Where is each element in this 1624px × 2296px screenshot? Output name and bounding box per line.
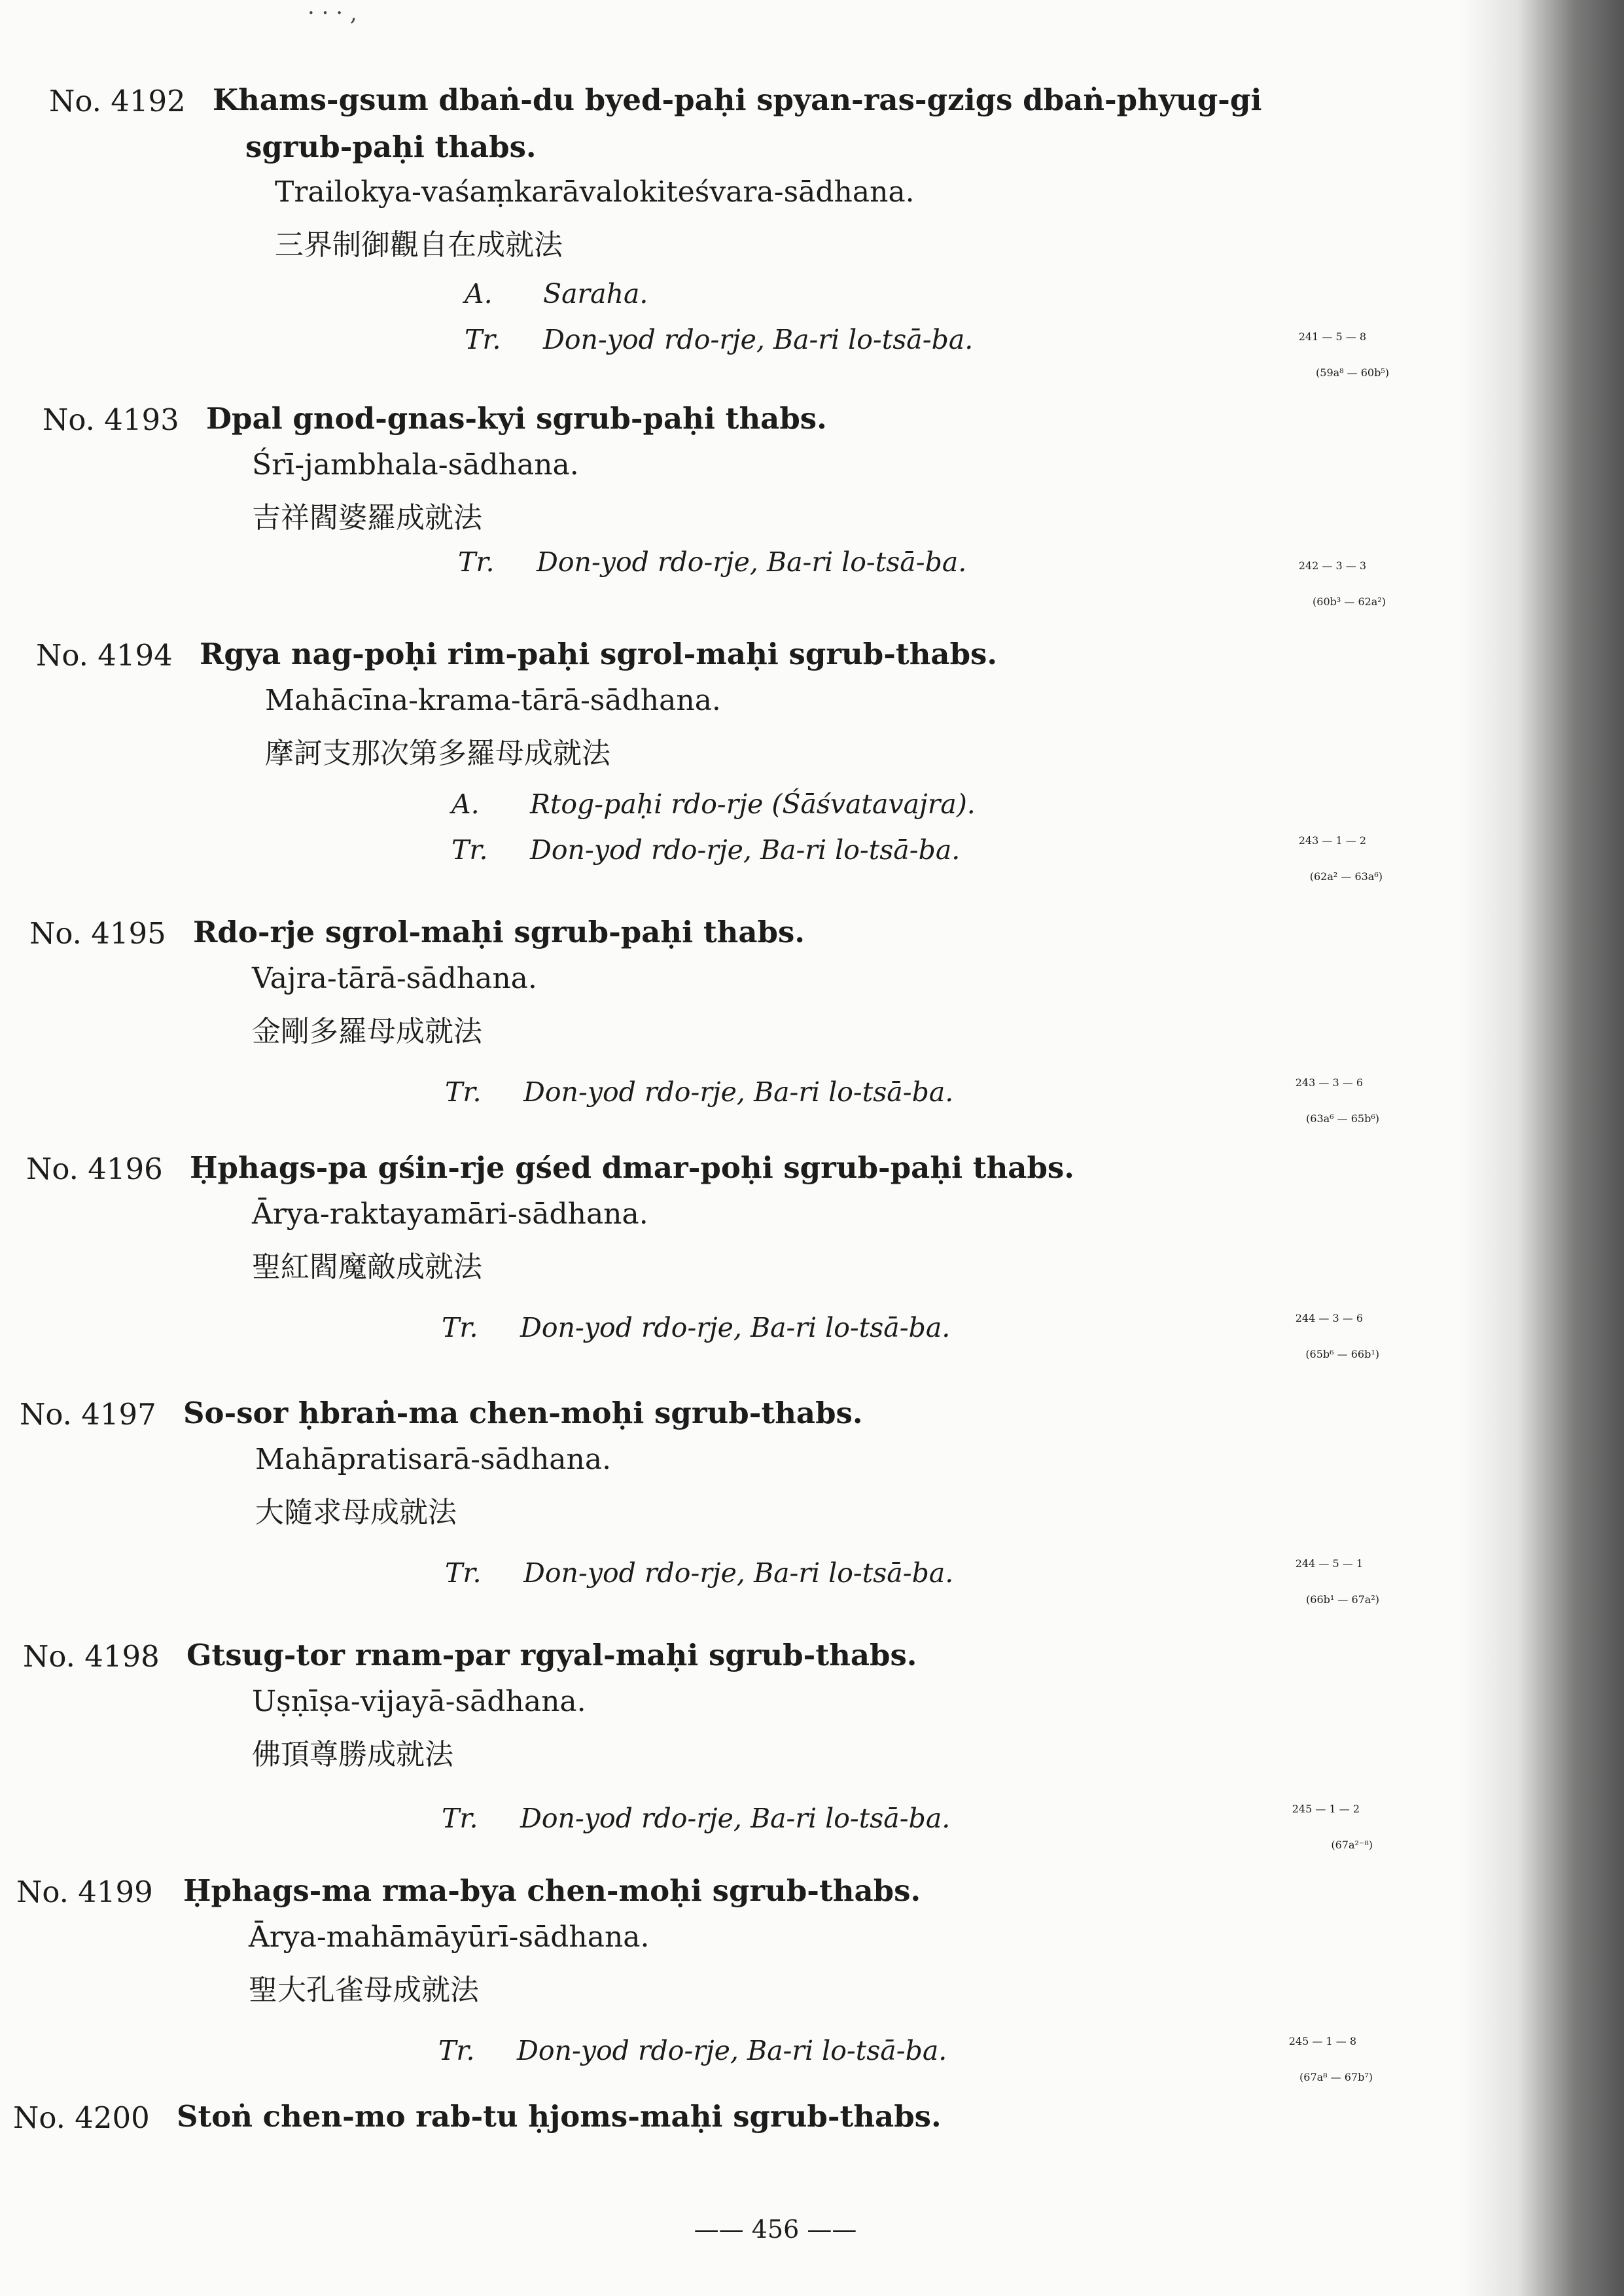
attribution-role: Tr. xyxy=(465,324,501,355)
chinese-title: 聖紅閻魔敵成就法 xyxy=(252,1250,482,1284)
attribution-line xyxy=(438,2035,947,2066)
attribution-name: Don-yod rdo-rje, Ba-ri lo-tsā-ba. xyxy=(523,1076,954,1108)
tibetan-title: Gtsug-tor rnam-par rgyal-maḥi sgrub-thabs. xyxy=(186,1638,917,1672)
sanskrit-title: Mahāpratisarā-sādhana. xyxy=(255,1443,612,1476)
volume-reference: 245 — 1 — 8 xyxy=(1288,2035,1356,2047)
attribution-role: Tr. xyxy=(445,1557,482,1589)
page-edge-shadow xyxy=(1460,0,1624,2296)
folio-range: (62a² — 63a⁶) xyxy=(1309,870,1383,883)
attribution-line xyxy=(445,1557,953,1589)
entry-number: No. 4197 xyxy=(20,1397,156,1432)
folio-range: (59a⁸ — 60b⁵) xyxy=(1316,366,1389,379)
chinese-title: 金剛多羅母成就法 xyxy=(252,1015,482,1048)
tibetan-title: Ḥphags-ma rma-bya chen-moḥi sgrub-thabs. xyxy=(183,1873,921,1908)
attribution-role: A. xyxy=(465,278,493,309)
chinese-title: 聖大孔雀母成就法 xyxy=(249,1973,479,2007)
tibetan-title: Rdo-rje sgrol-maḥi sgrub-paḥi thabs. xyxy=(193,915,805,949)
chinese-title: 吉祥閻婆羅成就法 xyxy=(252,501,482,535)
page-number: —— 456 —— xyxy=(694,2215,857,2244)
attribution-role: A. xyxy=(451,788,480,820)
attribution-name: Don-yod rdo-rje, Ba-ri lo-tsā-ba. xyxy=(537,546,967,578)
attribution-line xyxy=(458,546,966,578)
attribution-name: Saraha. xyxy=(543,278,648,309)
tibetan-title: Khams-gsum dbaṅ-du byed-paḥi spyan-ras-gzigs dbaṅ-phyug-gi xyxy=(213,82,1262,117)
folio-range: (67a²⁻⁸) xyxy=(1331,1839,1373,1851)
attribution-name: Don-yod rdo-rje, Ba-ri lo-tsā-ba. xyxy=(517,2035,947,2066)
attribution-role: Tr. xyxy=(445,1076,482,1108)
attribution-line xyxy=(451,788,976,820)
entry-number: No. 4194 xyxy=(36,638,173,673)
sanskrit-title: Ārya-mahāmāyūrī-sādhana. xyxy=(249,1920,650,1954)
folio-range: (60b³ — 62a²) xyxy=(1313,595,1386,608)
sanskrit-title: Vajra-tārā-sādhana. xyxy=(252,962,537,995)
entry-number: No. 4195 xyxy=(29,916,166,951)
attribution-line xyxy=(445,1076,953,1108)
attribution-name: Rtog-paḥi rdo-rje (Śāśvatavajra). xyxy=(530,788,976,820)
chinese-title: 三界制御觀自在成就法 xyxy=(275,228,563,262)
volume-reference: 243 — 3 — 6 xyxy=(1295,1076,1363,1089)
folio-range: (67a⁸ — 67b⁷) xyxy=(1299,2071,1373,2083)
entry-number: No. 4192 xyxy=(49,84,186,118)
attribution-name: Don-yod rdo-rje, Ba-ri lo-tsā-ba. xyxy=(543,324,974,355)
attribution-line xyxy=(442,1803,950,1834)
attribution-name: Don-yod rdo-rje, Ba-ri lo-tsā-ba. xyxy=(523,1557,954,1589)
entry-number: No. 4198 xyxy=(23,1639,160,1674)
attribution-role: Tr. xyxy=(438,2035,475,2066)
entry-number: No. 4200 xyxy=(13,2100,150,2135)
volume-reference: 243 — 1 — 2 xyxy=(1298,834,1366,847)
attribution-role: Tr. xyxy=(442,1312,478,1343)
chinese-title: 摩訶支那次第多羅母成就法 xyxy=(265,737,610,770)
entry-number: No. 4196 xyxy=(26,1152,163,1186)
attribution-line xyxy=(465,278,648,309)
chinese-title: 大隨求母成就法 xyxy=(255,1496,457,1529)
attribution-name: Don-yod rdo-rje, Ba-ri lo-tsā-ba. xyxy=(530,834,961,866)
attribution-role: Tr. xyxy=(458,546,495,578)
tibetan-title: Rgya nag-poḥi rim-paḥi sgrol-maḥi sgrub-thabs. xyxy=(200,637,998,671)
attribution-line xyxy=(442,1312,950,1343)
chinese-title: 佛頂尊勝成就法 xyxy=(252,1738,453,1771)
attribution-name: Don-yod rdo-rje, Ba-ri lo-tsā-ba. xyxy=(520,1312,951,1343)
volume-reference: 244 — 5 — 1 xyxy=(1295,1557,1363,1570)
attribution-role: Tr. xyxy=(442,1803,478,1834)
tibetan-title: So-sor ḥbraṅ-ma chen-moḥi sgrub-thabs. xyxy=(183,1396,863,1430)
entry-number: No. 4199 xyxy=(16,1875,153,1909)
sanskrit-title: Mahācīna-krama-tārā-sādhana. xyxy=(265,684,721,717)
attribution-role: Tr. xyxy=(451,834,488,866)
tibetan-title-cont: sgrub-paḥi thabs. xyxy=(245,130,537,164)
folio-range: (65b⁶ — 66b¹) xyxy=(1305,1348,1379,1360)
sanskrit-title: Śrī-jambhala-sādhana. xyxy=(252,448,579,482)
top-mark: · · · , xyxy=(308,0,357,26)
volume-reference: 242 — 3 — 3 xyxy=(1298,559,1366,572)
attribution-name: Don-yod rdo-rje, Ba-ri lo-tsā-ba. xyxy=(520,1803,951,1834)
tibetan-title: Dpal gnod-gnas-kyi sgrub-paḥi thabs. xyxy=(206,401,827,436)
tibetan-title: Ḥphags-pa gśin-rje gśed dmar-poḥi sgrub-paḥi thabs. xyxy=(190,1150,1074,1185)
volume-reference: 245 — 1 — 2 xyxy=(1292,1803,1360,1815)
sanskrit-title: Trailokya-vaśaṃkarāvalokiteśvara-sādhana. xyxy=(275,175,915,209)
folio-range: (66b¹ — 67a²) xyxy=(1306,1593,1379,1606)
sanskrit-title: Uṣṇīṣa-vijayā-sādhana. xyxy=(252,1685,586,1718)
folio-range: (63a⁶ — 65b⁶) xyxy=(1306,1112,1379,1125)
attribution-line xyxy=(451,834,960,866)
entry-number: No. 4193 xyxy=(43,402,179,437)
volume-reference: 241 — 5 — 8 xyxy=(1298,330,1366,343)
sanskrit-title: Ārya-raktayamāri-sādhana. xyxy=(252,1197,648,1231)
tibetan-title: Stoṅ chen-mo rab-tu ḥjoms-maḥi sgrub-thabs. xyxy=(177,2099,942,2134)
volume-reference: 244 — 3 — 6 xyxy=(1295,1312,1363,1324)
attribution-line xyxy=(465,324,973,355)
